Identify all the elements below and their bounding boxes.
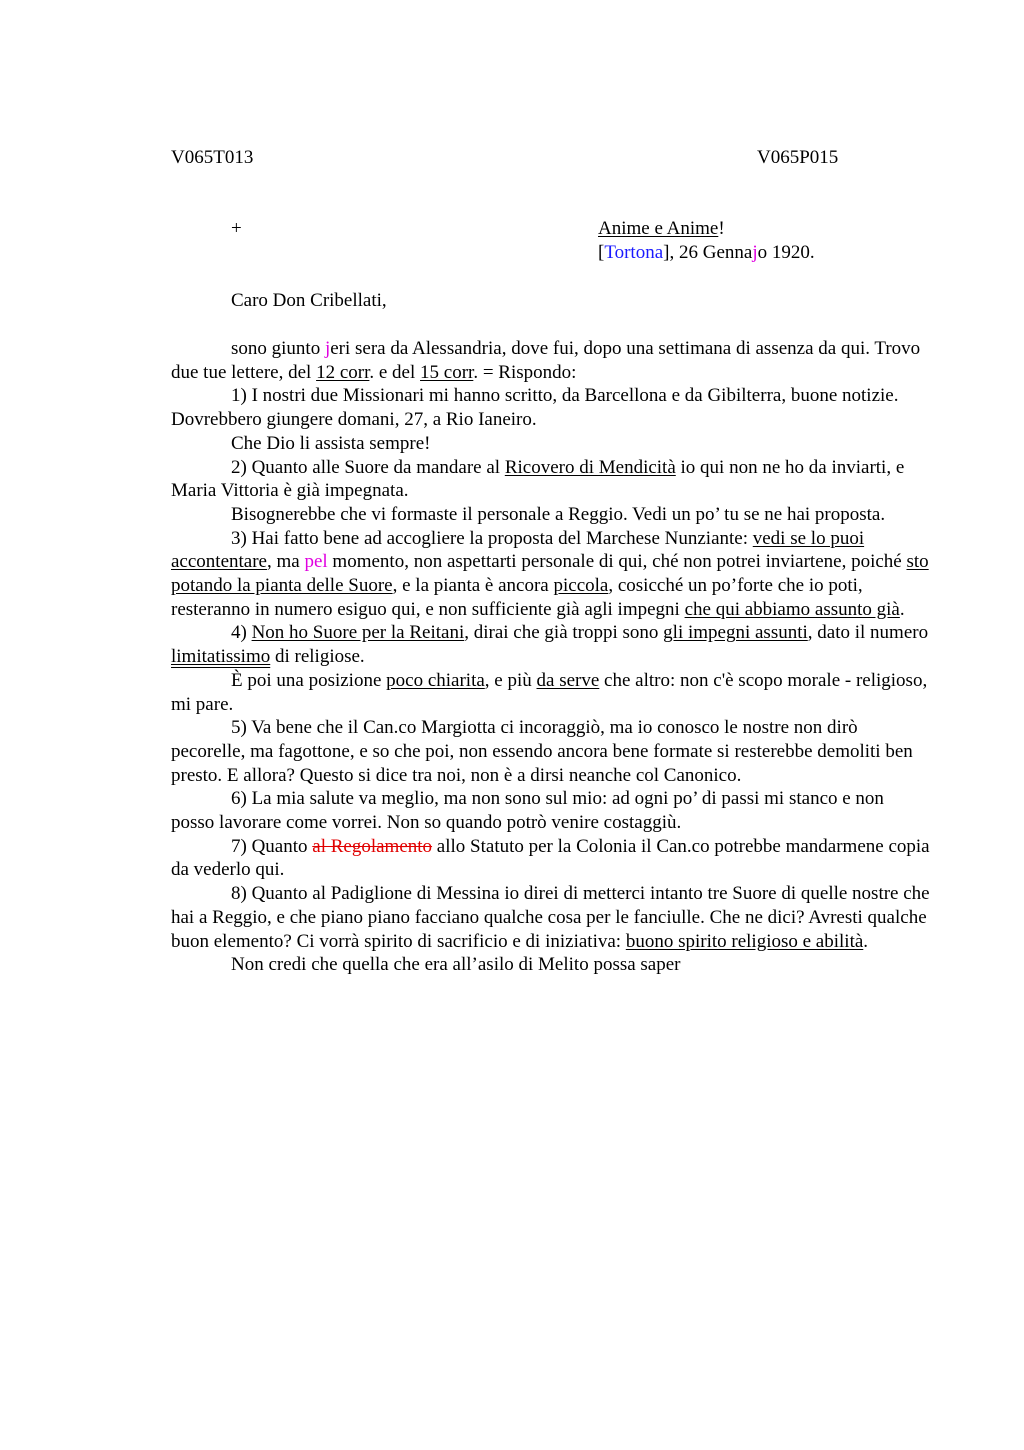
paragraph-10: 6) La mia salute va meglio, ma non sono sul mio: ad ogni po’ di passi mi stanco e non posso lavorare come vorrei. Non so quando potrò venire costaggiù. bbox=[171, 788, 884, 834]
paragraph-4: 2) Quanto alle Suore da mandare al Ricovero di Mendicità io qui non ne ho da inviarti, e Maria Vittoria è già impegnata. bbox=[171, 456, 905, 502]
document-code-right: V065P015 bbox=[757, 147, 839, 168]
paragraph-13: Non credi che quella che era all’asilo di Melito possa saper bbox=[231, 954, 681, 976]
date-correction: j bbox=[752, 242, 758, 263]
paragraph-2: 1) I nostri due Missionari mi hanno scritto, da Barcellona e da Gibilterra, buone notizie. Dovrebbero giungere domani, 27, a Rio Ianeiro. bbox=[171, 385, 899, 431]
paragraph-3: Che Dio li assista sempre! bbox=[231, 432, 431, 454]
deleted-text: al Regolamento bbox=[312, 835, 433, 857]
paragraph-9: 5) Va bene che il Can.co Margiotta ci incoraggiò, ma io conosco le nostre non dirò pecorelle, ma fagottone, e so che poi, non essendo ancora bene formate si resterebbe demoliti ben presto. E allora? Questo si dice tra noi, non è a dirsi neanche col Canonico. bbox=[171, 717, 913, 786]
place-name: Tortona bbox=[604, 242, 664, 263]
word-correction: pel bbox=[304, 551, 328, 573]
paragraph-11: 7) Quanto al Regolamento allo Statuto per la Colonia il Can.co potrebbe mandarmene copia da vederlo qui. bbox=[171, 835, 930, 881]
letter-body bbox=[171, 337, 931, 977]
paragraph-1: sono giunto jeri sera da Alessandria, dove fui, dopo una settimana di assenza da qui. Trovo due tue lettere, del 12 corr. e del 15 corr. = Rispondo: bbox=[171, 338, 921, 383]
paragraph-7: 4) Non ho Suore per la Reitani, dirai che già troppi sono gli impegni assunti, dato il numero limitatissimo di religiose. bbox=[171, 622, 929, 668]
place-date: [Tortona], 26 Gennajo 1920. bbox=[598, 242, 815, 263]
document-code-left: V065T013 bbox=[171, 147, 254, 168]
spelling-correction: j bbox=[324, 338, 331, 359]
cross-mark: + bbox=[231, 218, 242, 239]
paragraph-12: 8) Quanto al Padiglione di Messina io direi di metterci intanto tre Suore di quelle nostre che hai a Reggio, e che piano piano facciano qualche cosa per le fanciulle. Che ne dici? Avresti qualche buon elemento? Ci vorrà spirito di sacrificio e di iniziativa: buono spirito religioso e abilità. bbox=[171, 883, 930, 952]
motto-text: Anime e Anime bbox=[598, 218, 719, 239]
greeting: Caro Don Cribellati, bbox=[231, 290, 387, 311]
paragraph-5: Bisognerebbe che vi formaste il personale a Reggio. Vedi un po’ tu se ne hai proposta. bbox=[231, 503, 886, 525]
paragraph-8: È poi una posizione poco chiarita, e più da serve che altro: non c'è scopo morale - religioso, mi pare. bbox=[171, 669, 928, 715]
motto: Anime e Anime! bbox=[598, 218, 725, 239]
paragraph-6: 3) Hai fatto bene ad accogliere la proposta del Marchese Nunziante: vedi se lo puoi accontentare, ma pel momento, non aspettarti personale di qui, ché non potrei inviartene, poiché sto potando la pianta delle Suore, e la pianta è ancora piccola, cosicché un po’forte che io poti, resteranno in numero esiguo qui, e non sufficiente già agli impegni che qui abbiamo assunto già. bbox=[171, 527, 929, 620]
